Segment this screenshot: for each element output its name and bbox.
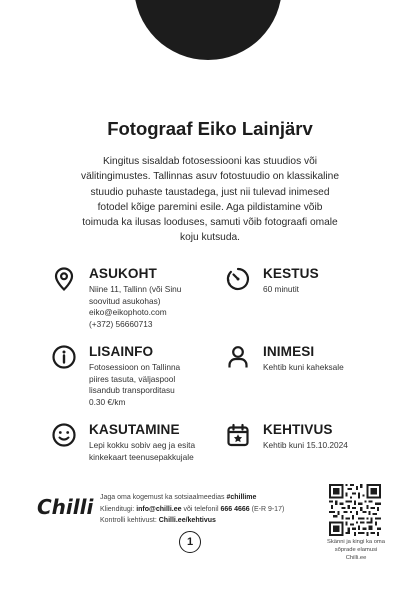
page-title: Fotograaf Eiko Lainjärv bbox=[107, 118, 313, 139]
intro-line: koju kutsuda. bbox=[179, 232, 241, 244]
people-title: INIMESI bbox=[263, 344, 315, 359]
location-line: Niine 11, Tallinn (või Sinu bbox=[89, 284, 182, 294]
extra-info-line: piires tasuta, väljaspool bbox=[89, 373, 176, 384]
duration-line: 60 minutit bbox=[263, 284, 299, 294]
page-number: 1 bbox=[179, 531, 201, 553]
footer-support-email[interactable]: info@chilli.ee bbox=[136, 505, 182, 513]
intro-line: välitingimustes. Tallinnas asuv fotostuudio on klassikaline bbox=[80, 171, 340, 183]
location-title: ASUKOHT bbox=[89, 266, 157, 281]
people-line: Kehtib kuni kaheksale bbox=[263, 362, 344, 372]
location-phone: (+372) 56660713 bbox=[89, 318, 153, 329]
qr-caption-line: Skänni ja kingi ka oma bbox=[326, 539, 385, 545]
duration-details bbox=[263, 284, 299, 296]
smiley-icon bbox=[51, 422, 77, 448]
timer-icon bbox=[225, 266, 251, 292]
qr-caption-line: Chilli.ee bbox=[345, 554, 367, 561]
intro-line: Kingitus sisaldab fotosessiooni kas stuudios või bbox=[102, 156, 318, 167]
intro-line: stuudio puhaste taustadega, just nii tulevad inimesed bbox=[90, 186, 330, 198]
extra-info-line: 0.30 €/km bbox=[89, 396, 126, 407]
info-icon bbox=[51, 344, 77, 370]
footer-support-or: või telefonil bbox=[181, 505, 221, 513]
footer-share-line bbox=[100, 492, 284, 504]
intro-paragraph bbox=[50, 154, 370, 246]
calendar-star-icon bbox=[225, 422, 251, 448]
usage-details bbox=[89, 440, 195, 463]
people-details bbox=[263, 362, 344, 374]
footer-support-phone[interactable]: 666 4666 bbox=[220, 505, 250, 513]
footer-validity-line bbox=[100, 515, 284, 527]
footer-support-hours: (E-R 9-17) bbox=[249, 505, 285, 513]
location-pin-icon bbox=[51, 266, 77, 292]
usage-line: kinkekaart teenusepakkujale bbox=[89, 451, 194, 462]
intro-line: toimuda ka ilusas looduses, samuti võib fotograafi omale bbox=[82, 217, 338, 229]
person-icon bbox=[225, 344, 251, 370]
extra-info-details bbox=[89, 362, 180, 408]
qr-caption bbox=[320, 539, 392, 562]
chilli-logo bbox=[36, 492, 94, 522]
footer-info bbox=[100, 492, 284, 527]
usage-line: Lepi kokku sobiv aeg ja esita bbox=[89, 440, 196, 450]
footer-hashtag: #chillime bbox=[226, 494, 257, 501]
footer-validity-link[interactable]: Chilli.ee/kehtivus bbox=[158, 517, 216, 524]
footer-share-text: Jaga oma kogemust ka sotsiaalmeedias bbox=[100, 494, 227, 501]
qr-code bbox=[329, 484, 381, 536]
validity-title: KEHTIVUS bbox=[263, 422, 333, 437]
header-badge bbox=[134, 0, 282, 60]
extra-info-line: Fotosessioon on Tallinna bbox=[89, 362, 181, 372]
location-line: soovitud asukohas) bbox=[89, 295, 161, 306]
footer-support-label: Klienditugi: bbox=[100, 505, 137, 513]
intro-line: fotodel kõige paremini esile. Aga pildistamine võib bbox=[97, 201, 323, 213]
location-email: eiko@eikophoto.com bbox=[89, 307, 167, 317]
logo-text: Chilli bbox=[37, 495, 94, 519]
extra-info-line: lisandub transporditasu bbox=[89, 385, 175, 395]
validity-details bbox=[263, 440, 348, 452]
footer-support-line bbox=[100, 504, 284, 516]
extra-info-title: LISAINFO bbox=[89, 344, 154, 359]
usage-title: KASUTAMINE bbox=[89, 422, 180, 437]
location-details bbox=[89, 284, 181, 330]
footer-validity-label: Kontrolli kehtivust: bbox=[100, 517, 159, 524]
validity-line: Kehtib kuni 15.10.2024 bbox=[263, 440, 348, 450]
duration-title: KESTUS bbox=[263, 266, 319, 281]
qr-caption-line: sõprade elamusi bbox=[334, 546, 378, 553]
